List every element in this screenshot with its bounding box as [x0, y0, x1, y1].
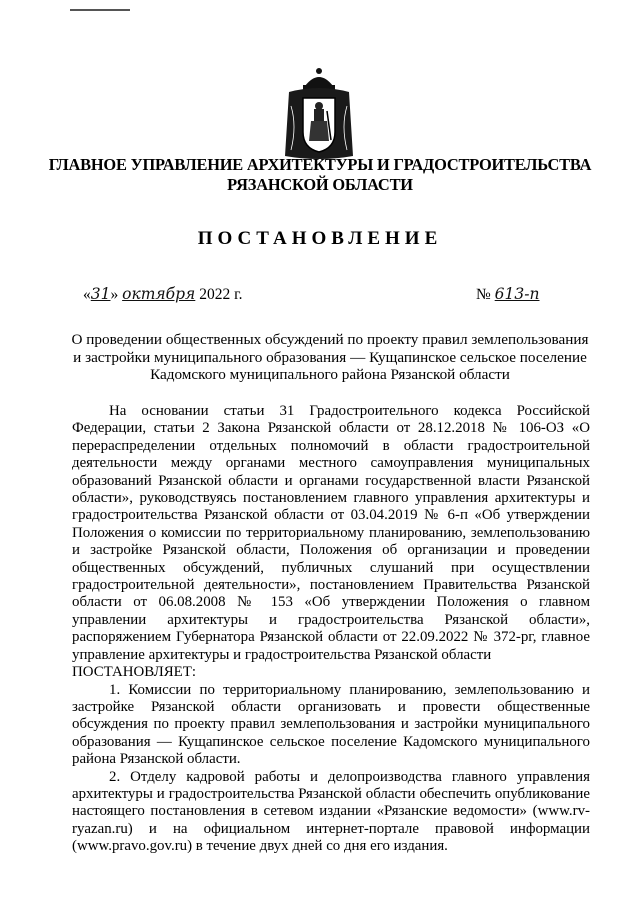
- document-subject: О проведении общественных обсуждений по проекту правил землепользования и застройки муниципального образования — Кущапинское сельское поселение Кадомского муниципального района Рязанской области: [71, 331, 589, 383]
- document-date: [83, 284, 243, 305]
- resolution-item-1: 1. Комиссии по территориальному планированию, землепользованию и застройке Рязанской области организовать и провести общественные обсуждения по проекту правил землепользования и застройки муниципального образования — Кущапинское сельское поселение Кадомского муниципального района Рязанской области.: [72, 681, 590, 768]
- document-number: [476, 284, 559, 305]
- number-value: 613-п: [494, 285, 540, 303]
- document-type-title: ПОСТАНОВЛЕНИЕ: [197, 228, 443, 249]
- date-close-quote: »: [110, 286, 119, 303]
- organization-name-line2: РЯЗАНСКОЙ ОБЛАСТИ: [227, 175, 413, 194]
- resolution-item-2: 2. Отделу кадровой работы и делопроизводства главного управления архитектуры и градостроительства Рязанской области обеспечить опубликование настоящего постановления в сетевом издании «Рязанские ведомости» (www.rv-ryazan.ru) и на официальном интернет-портале правовой информации (www.pravo.gov.ru) в течение двух дней со дня его издания.: [72, 768, 590, 855]
- date-year: 2022 г.: [199, 286, 243, 303]
- document-body: [72, 403, 590, 856]
- preamble-paragraph: На основании статьи 31 Градостроительного кодекса Российской Федерации, статьи 2 Закона Рязанской области от 28.12.2018 № 106-ОЗ «О перераспределении отдельных полномочий в области градостроительной деятельности между органами местного самоуправления муниципальных образований Рязанской области и органами государственной власти Рязанской области», руководствуясь постановлением главного управления архитектуры и градостроительства Рязанской области от 03.04.2019 № 6-п «Об утверждении Положения о комиссии по территориальному планированию, землепользованию и застройке Рязанской области, Положения об организации и проведении общественных обсуждений, публичных слушаний при осуществлении градостроительной деятельности», постановлением Правительства Рязанской области от 06.08.2008 № 153 «Об утверждении Положения о главном управлении архитектуры и градостроительства Рязанской области», распоряжением Губернатора Рязанской области от 22.09.2022 № 372-рг, главное управление архитектуры и градостроительства Рязанской области: [72, 403, 590, 663]
- date-day: 31: [90, 285, 111, 303]
- date-month: октября: [122, 285, 196, 303]
- organization-name-line1: ГЛАВНОЕ УПРАВЛЕНИЕ АРХИТЕКТУРЫ И ГРАДОСТРОИТЕЛЬСТВА: [48, 155, 592, 174]
- ryazan-coat-of-arms-icon: [283, 66, 355, 162]
- resolves-heading: ПОСТАНОВЛЯЕТ:: [72, 664, 196, 681]
- number-prefix: №: [476, 286, 491, 303]
- date-open-quote: «: [83, 286, 91, 303]
- scan-artifact: [70, 9, 130, 11]
